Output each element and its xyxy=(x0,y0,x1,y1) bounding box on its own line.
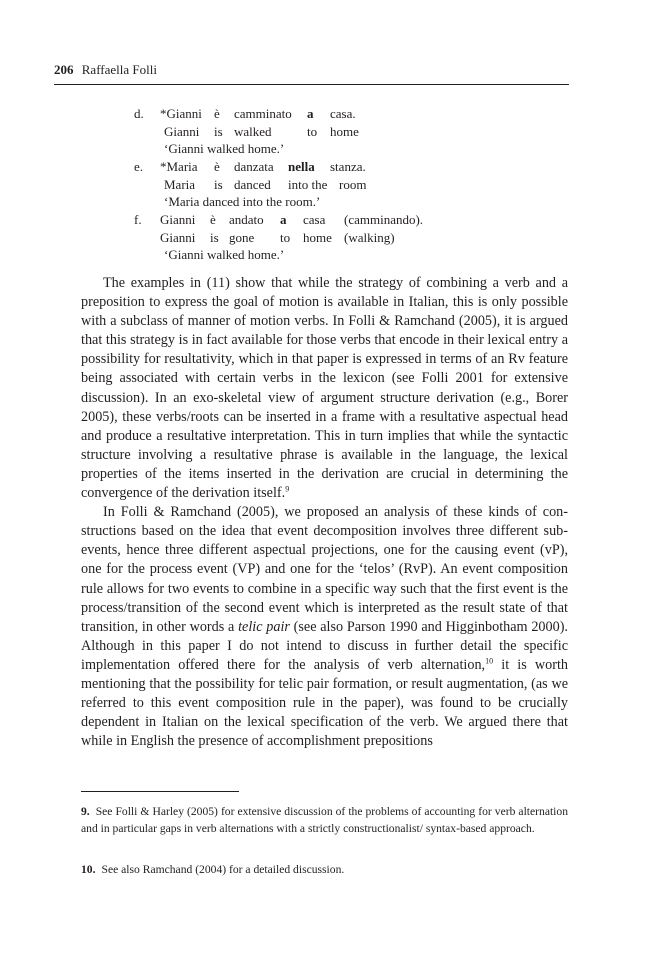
footnote-ref-10: 10 xyxy=(485,656,494,666)
example-word: è xyxy=(214,106,220,121)
gloss-word: Gianni xyxy=(164,123,200,139)
example-label: d. xyxy=(134,106,144,121)
gloss-word: home xyxy=(330,123,359,139)
gloss-word: to xyxy=(307,123,318,139)
footnote-9 xyxy=(81,803,568,837)
translation: ‘Gianni walked home.’ xyxy=(164,141,285,157)
paragraph-2 xyxy=(81,503,568,751)
gloss-word: into the xyxy=(288,176,328,192)
example-label: f. xyxy=(134,212,142,227)
example-word: casa xyxy=(303,212,326,227)
example-word: andato xyxy=(229,212,264,227)
gloss-word: Gianni xyxy=(160,229,196,245)
gloss-word: gone xyxy=(229,229,255,245)
running-header xyxy=(54,62,569,85)
example-word-bold: a xyxy=(307,106,314,121)
example-word: danzata xyxy=(234,159,274,174)
footnote-10 xyxy=(81,861,568,878)
example-word-bold: nella xyxy=(288,159,315,174)
footnote-divider xyxy=(81,791,239,792)
term-telic-pair: telic pair xyxy=(238,618,290,635)
translation: ‘Maria danced into the room.’ xyxy=(164,194,321,210)
gloss-word: walked xyxy=(234,123,272,139)
example-label: e. xyxy=(134,159,144,174)
paragraph-1-text: The examples in (11) show that while the strategy of combining a verb and a preposition to express the goal of motion is available in Italian, this is only possible with a subclass of manner of motion verbs. In Folli & Ramchand (2005), it is argued that this strategy is in fact available for those verbs that encode in their lexical entry a possibility for resultativity, which in that paper is expressed in terms of an Rv feature being associated with certain verbs in the lexicon (see Folli 2001 for extensive discussion). In an exo-skeletal view of argument structure derivation (e.g., Borer 2005), these verbs/roots can be inserted in a frame with a resultative aspectual head and produce a resultative interpretation. This in turn implies that while the syntactic structure involving a resultative phrase is available in the language, the lexical properties of the items inserted in the derivation are crucial in determining the convergence of the derivation itself. xyxy=(81,275,568,502)
footnote-number: 9. xyxy=(81,805,90,818)
gloss-word: is xyxy=(214,176,223,192)
gloss-word: to xyxy=(280,229,291,245)
gloss-word: is xyxy=(214,123,223,139)
example-word: Gianni xyxy=(160,212,196,227)
footnote-text: See Folli & Harley (2005) for extensive discussion of the problems of accounting for verb alternation and in particular gaps in verb alternations with a strictly constructionalist/ syntax-based approach. xyxy=(81,805,568,835)
body-text xyxy=(81,274,568,751)
gloss-word: Maria xyxy=(164,176,196,192)
example-word: *Gianni xyxy=(160,106,202,121)
example-word: casa. xyxy=(330,106,356,121)
paragraph-2-text-b: (see also Parson 1990 and Higginbotham 2000). Although in this paper I do not intend to discuss in further detail the specific implementation offered there for the analysis of verb alternation, xyxy=(81,618,568,673)
example-word: è xyxy=(210,212,216,227)
footnote-number: 10. xyxy=(81,863,96,876)
example-word: stanza. xyxy=(330,159,366,174)
gloss-word: home xyxy=(303,229,332,245)
translation: ‘Gianni walked home.’ xyxy=(164,247,285,263)
paragraph-2-text-a: In Folli & Ramchand (2005), we proposed an analysis of these kinds of constructions based on the idea that event decomposition involves three different subevents, hence three different aspectual projections, one for the causing event (vP), one for the process event (VP) and one for the ‘telos’ (RvP). An event composition rule allows for two events to combine in a specific way such that the first event is the process/transition of the second event which is interpreted as the result state of that transition, in other words a xyxy=(81,504,568,635)
example-word: è xyxy=(214,159,220,174)
example-word: (camminando). xyxy=(344,212,424,227)
gloss-word: (walking) xyxy=(344,229,395,245)
gloss-word: room xyxy=(339,176,367,192)
gloss-word: danced xyxy=(234,176,271,192)
paragraph-1 xyxy=(81,274,568,503)
footnote-ref-9: 9 xyxy=(285,484,290,494)
example-word-bold: a xyxy=(280,212,287,227)
example-word: camminato xyxy=(234,106,292,121)
footnote-text: See also Ramchand (2004) for a detailed discussion. xyxy=(101,863,345,876)
gloss-word: is xyxy=(210,229,219,245)
running-head-author: Raffaella Folli xyxy=(81,62,157,77)
page-number: 206 xyxy=(54,62,74,77)
paragraph-2-text-c: it is worth mentioning that the possibility for telic pair formation, or result augmentation, (as we referred to this event composition rule in the paper), was found to be crucially dependent in Italian on the lexical specification of the verb. We argued there that while in English the presence of accomplishment prepositions xyxy=(81,656,568,750)
example-word: *Maria xyxy=(160,159,198,174)
